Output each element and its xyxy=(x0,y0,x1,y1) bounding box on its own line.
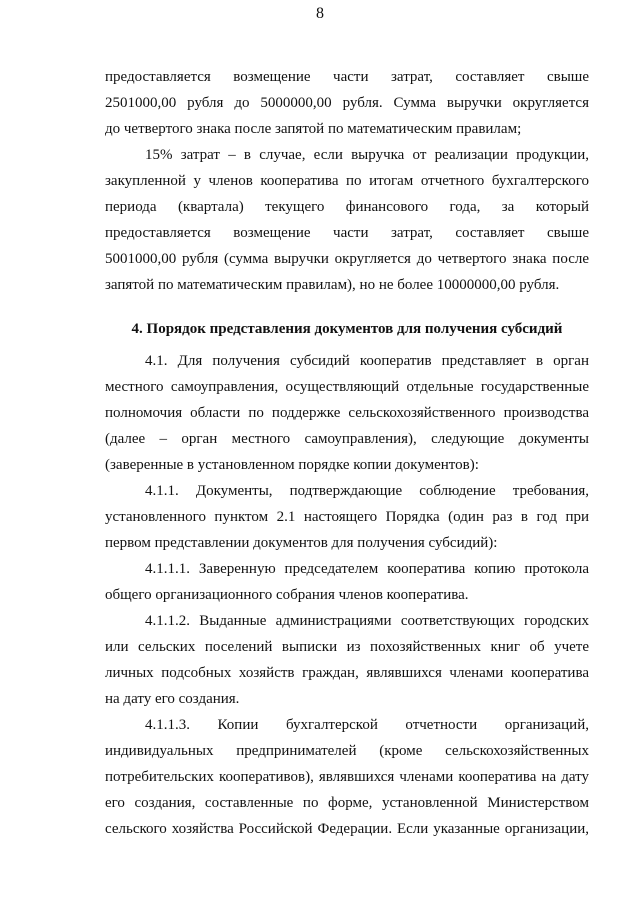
text-line: предоставляется возмещение части затрат, составляет свыше xyxy=(105,225,589,241)
text-line: периода (квартала) текущего финансового года, за который xyxy=(105,199,589,215)
paragraph-4-1-1-3 xyxy=(105,712,589,842)
text-line: предоставляется возмещение части затрат, составляет свыше xyxy=(105,69,589,85)
text-line: личных подсобных хозяйств граждан, являвшихся членами кооператива xyxy=(105,665,589,681)
text-line: 2501000,00 рубля до 5000000,00 рубля. Сумма выручки округляется xyxy=(105,95,589,111)
text-line: его создания, составленные по форме, установленной Министерством xyxy=(105,795,589,811)
text-line: установленного пунктом 2.1 настоящего Порядка (один раз в год при xyxy=(105,509,589,525)
text-line: закупленной у членов кооператива по итогам отчетного бухгалтерского xyxy=(105,173,589,189)
text-line: или сельских поселений выписки из похозяйственных книг об учете xyxy=(105,639,589,655)
paragraph-continuation xyxy=(105,64,589,142)
text-line: первом представлении документов для получения субсидий): xyxy=(105,535,498,551)
text-line: запятой по математическим правилам), но не более 10000000,00 рубля. xyxy=(105,277,560,293)
text-line: индивидуальных предпринимателей (кроме сельскохозяйственных xyxy=(105,743,589,759)
paragraph-4-1 xyxy=(105,348,589,478)
text-line: 4.1.1.3. Копии бухгалтерской отчетности организаций, xyxy=(145,717,589,733)
text-line: общего организационного собрания членов кооператива. xyxy=(105,587,469,603)
paragraph-4-1-1-2 xyxy=(105,608,589,712)
document-body xyxy=(105,64,589,842)
text-line: (далее – орган местного самоуправления), следующие документы xyxy=(105,431,589,447)
paragraph-15-percent xyxy=(105,142,589,298)
text-line: до четвертого знака после запятой по математическим правилам; xyxy=(105,121,522,137)
page-number: 8 xyxy=(316,5,324,22)
text-line: потребительских кооперативов), являвшихся членами кооператива на дату xyxy=(105,769,589,785)
text-line: местного самоуправления, осуществляющий отдельные государственные xyxy=(105,379,589,395)
text-line: на дату его создания. xyxy=(105,691,240,707)
section-heading: 4. Порядок представления документов для получения субсидий xyxy=(131,321,563,337)
text-line: 15% затрат – в случае, если выручка от реализации продукции, xyxy=(145,147,589,163)
paragraph-4-1-1 xyxy=(105,478,589,556)
text-line: 4.1. Для получения субсидий кооператив представляет в орган xyxy=(145,353,589,369)
text-line: 4.1.1.1. Заверенную председателем кооператива копию протокола xyxy=(145,561,589,577)
text-line: (заверенные в установленном порядке копии документов): xyxy=(105,457,479,473)
text-line: 4.1.1.2. Выданные администрациями соответствующих городских xyxy=(145,613,589,629)
paragraph-4-1-1-1 xyxy=(105,556,589,608)
text-line: сельского хозяйства Российской Федерации. Если указанные организации, xyxy=(105,821,589,837)
text-line: полномочия области по поддержке сельскохозяйственного производства xyxy=(105,405,589,421)
text-line: 5001000,00 рубля (сумма выручки округляется до четвертого знака после xyxy=(105,251,589,267)
text-line: 4.1.1. Документы, подтверждающие соблюдение требования, xyxy=(145,483,589,499)
